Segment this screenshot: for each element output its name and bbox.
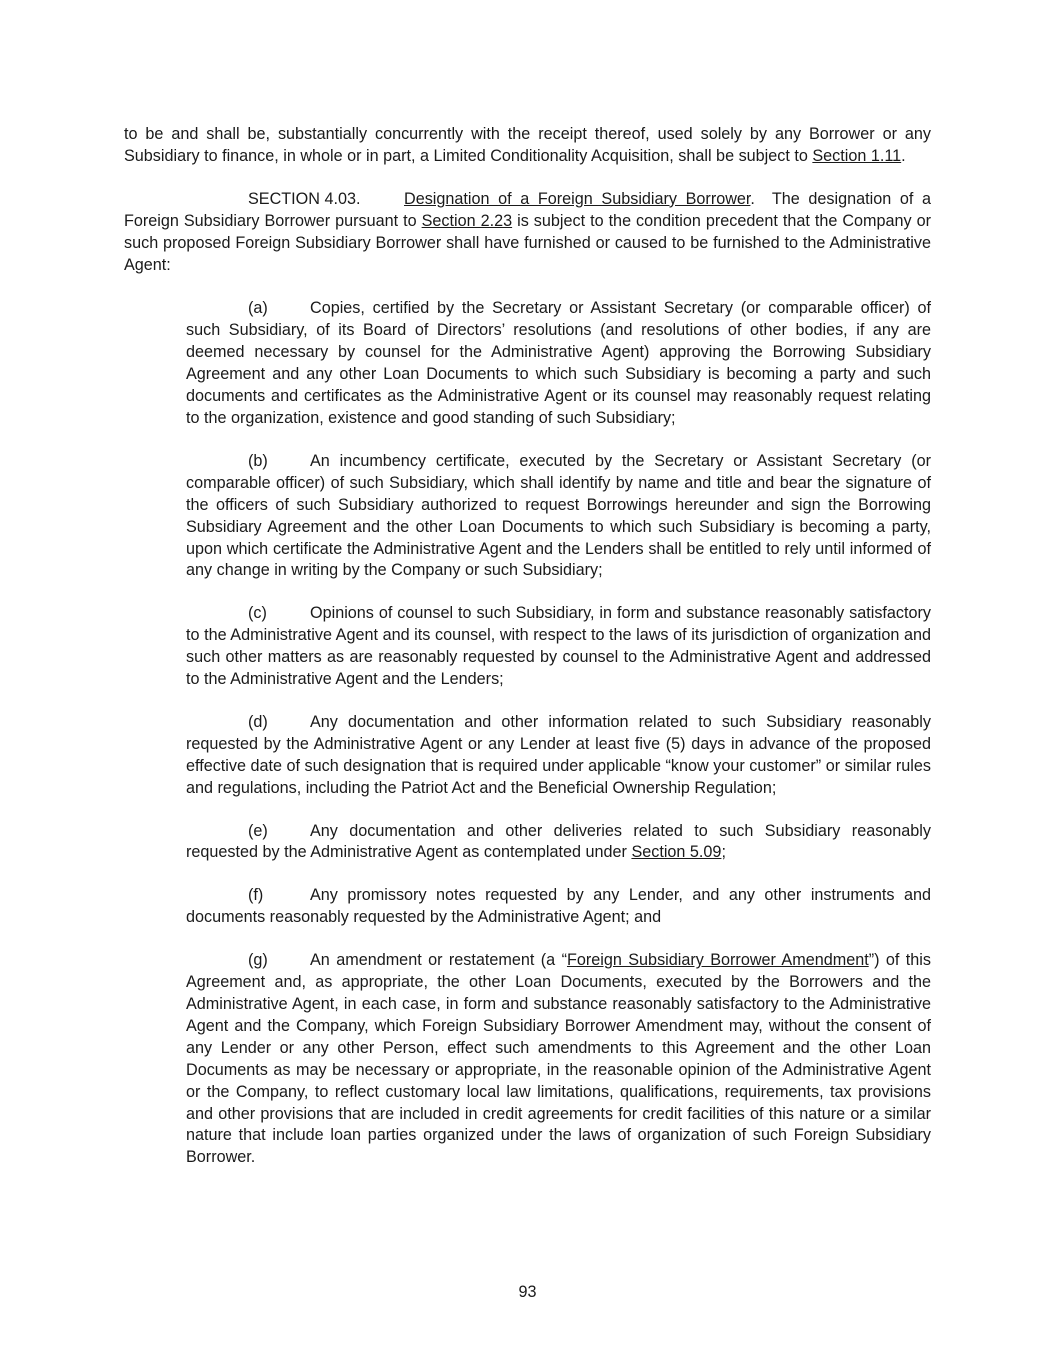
document-page xyxy=(124,124,936,1190)
clause-text: Opinions of counsel to such Subsidiary, in form and substance reasonably satisfactory to the Administrative Agent and its counsel, with respect to the laws of its jurisdiction of organization and such other matters as are reasonably requested by counsel to the Administrative Agent and addressed to the Administrative Agent and the Lenders; xyxy=(186,604,931,689)
clause-d xyxy=(186,712,931,800)
clause-label: (f) xyxy=(248,886,264,905)
clause-e: (e) Any documentation and other deliveries related to such Subsidiary reasonably requested by the Administrative Agent as contemplated under Section 5.09; xyxy=(186,821,931,862)
page-number: 93 xyxy=(518,1283,537,1301)
clause-b xyxy=(186,451,931,582)
clause-text: Any documentation and other information related to such Subsidiary reasonably requested by the Administrative Agent or any Lender at least five (5) days in advance of the proposed effective date of such designation that is required under applicable “know your customer” or similar rules and regulations, including the Patriot Act and the Beneficial Ownership Regulation; xyxy=(186,712,931,797)
clause-g: (g) An amendment or restatement (a “Foreign Subsidiary Borrower Amendment”) of this Agreement and, as appropriate, the other Loan Documents, executed by the Borrowers and the Administrative Agent, in each case, in form and substance reasonably satisfactory to the Administrative Agent and the Company, which Foreign Subsidiary Borrower Amendment may, without the consent of any Lender or any other Person, effect such amendments to this Agreement and the other Loan Documents as may be necessary or appropriate, in the reasonable opinion of the Administrative Agent or the Company, to reflect customary local law limitations, qualifications, requirements, tax provisions and other provisions that are included in credit agreements for credit facilities of this nature or a similar nature that include loan parties organized under the laws of organization of such Foreign Subsidiary Borrower. xyxy=(186,951,931,1167)
defined-term: Foreign Subsidiary Borrower Amendment xyxy=(566,951,869,970)
section-reference: Section 5.09 xyxy=(631,843,722,862)
clause-label: (b) xyxy=(248,451,268,470)
clause-text: Any documentation and other deliveries related to such Subsidiary reasonably requested by the Administrative Agent as contemplated under xyxy=(186,821,931,862)
clause-label: (a) xyxy=(248,299,268,318)
clause-f xyxy=(186,885,931,929)
clause-label: (d) xyxy=(248,712,268,731)
section-number: SECTION 4.03. xyxy=(248,189,361,208)
section-reference: Section 2.23 xyxy=(421,211,513,230)
clause-c xyxy=(186,603,931,691)
clause-label: (g) xyxy=(248,951,268,970)
clause-text: Any promissory notes requested by any Lender, and any other instruments and documents reasonably requested by the Administrative Agent; and xyxy=(186,886,931,927)
section-heading: Designation of a Foreign Subsidiary Borrower xyxy=(404,189,751,208)
section-reference: Section 1.11 xyxy=(812,146,902,165)
clause-text: An incumbency certificate, executed by the Secretary or Assistant Secretary (or comparable officer) of such Subsidiary, which shall identify by name and title and bear the signature of the officers of such Subsidiary authorized to request Borrowings hereunder and sign the Borrowing Subsidiary Agreement and the other Loan Documents to which such Subsidiary is becoming a party, upon which certificate the Administrative Agent and the Lenders shall be entitled to rely until informed of any change in writing by the Company or such Subsidiary; xyxy=(186,451,931,580)
clause-text: An amendment or restatement (a “ xyxy=(310,951,567,970)
continuation-text: to be and shall be, substantially concurrently with the receipt thereof, used solely by any Borrower or any Subsidiary to finance, in whole or in part, a Limited Conditionality Acquisition, shall be subject to xyxy=(124,125,931,165)
clause-text: Copies, certified by the Secretary or Assistant Secretary (or comparable officer) of such Subsidiary, of its Board of Directors’ resolutions (and resolutions of other bodies, if any are deemed necessary by counsel for the Administrative Agent) approving the Borrowing Subsidiary Agreement and any other Loan Documents to which such Subsidiary is becoming a party and such documents and certificates as the Administrative Agent or its counsel may reasonably request relating to the organization, existence and good standing of such Subsidiary; xyxy=(186,299,931,427)
clause-a xyxy=(186,298,931,429)
clause-label: (c) xyxy=(248,604,267,623)
continuation-paragraph: to be and shall be, substantially concurrently with the receipt thereof, used solely by any Borrower or any Subsidiary to finance, in whole or in part, a Limited Conditionality Acquisition, shall be subject to Section 1.11. xyxy=(124,125,931,165)
section-paragraph: SECTION 4.03. Designation of a Foreign Subsidiary Borrower. The designation of a Foreign Subsidiary Borrower pursuant to Section 2.23 is subject to the condition precedent that the Company or such proposed Foreign Subsidiary Borrower shall have furnished or caused to be furnished to the Administrative Agent: xyxy=(124,189,936,274)
section-text: The designation of a Foreign Subsidiary Borrower pursuant to xyxy=(124,189,936,230)
clause-label: (e) xyxy=(248,821,268,840)
